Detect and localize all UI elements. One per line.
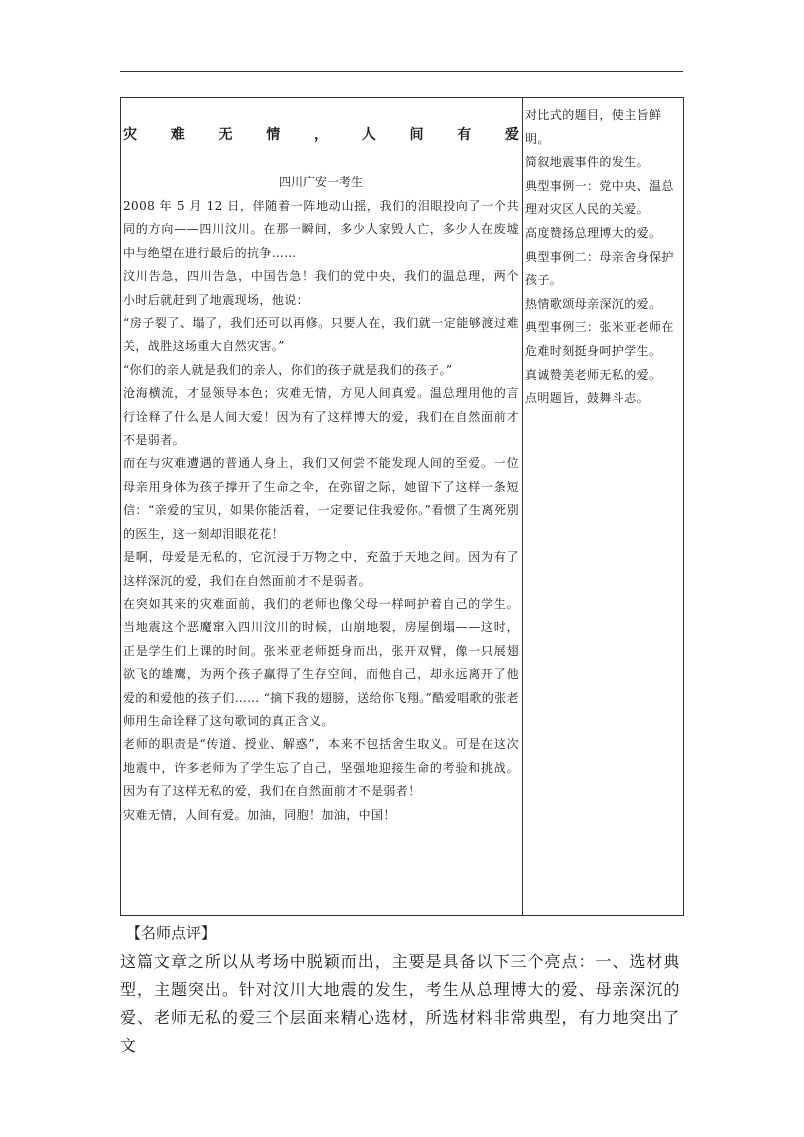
side-note: 点明题旨，鼓舞斗志。 <box>525 391 650 406</box>
side-note: 热情歌颂母亲深沉的爱。 <box>525 296 662 311</box>
title-char: 难 <box>170 127 185 143</box>
title-char: 情 <box>266 127 281 143</box>
side-note: 典型事例三：张米亚老师在危难时刻挺身呵护学生。 <box>525 320 674 358</box>
essay-paragraph: 沧海横流，才显领导本色；灾难无情，方见人间真爱。温总理用他的言行诠释了什么是人间大爱！因为有了这样博大的爱，我们在自然面前才不是弱者。 <box>123 386 519 448</box>
side-note: 典型事例一：党中央、温总理对灾区人民的关爱。 <box>525 178 674 217</box>
side-note: 真诚赞美老师无私的爱。 <box>525 367 662 382</box>
essay-paragraph: 汶川告急，四川告急，中国告急！我们的党中央，我们的温总理，两个小时后就赶到了地震现场，他说： <box>123 269 519 307</box>
title-char: ， <box>314 127 328 143</box>
column-divider <box>522 98 523 915</box>
essay-paragraph: 而在与灾难遭遇的普通人身上，我们又何尝不能发现人间的至爱。一位母亲用身体为孩子撑开了生命之伞，在弥留之际，她留下了这样一条短信：“亲爱的宝贝，如果你能活着，一定要记住我爱你。”看惯了生离死别的医生，这一刻却泪眼花花！ <box>123 456 519 541</box>
essay-paragraph: “房子裂了、塌了，我们还可以再修。只要人在，我们就一定能够渡过难关，战胜这场重大自然灾害。” <box>123 316 519 354</box>
side-note: 对比式的题目，使主旨鲜明。 <box>525 108 662 146</box>
essay-paragraph: “你们的亲人就是我们的亲人，你们的孩子就是我们的孩子。” <box>123 362 453 377</box>
title-char: 人 <box>361 127 376 143</box>
header-rule <box>120 71 683 72</box>
annotation-column <box>525 98 683 411</box>
review-header: 【名师点评】 <box>126 924 217 942</box>
essay-paragraph: 老师的职责是“传道、授业、解惑”，本来不包括舍生取义。可是在这次地震中，许多老师为了学生忘了自己，坚强地迎接生命的考验和挑战。因为有了这样无私的爱，我们在自然面前才不是弱者！ <box>123 737 519 799</box>
essay-column <box>123 98 519 827</box>
essay-paragraph: 2008 年 5 月 12 日，伴随着一阵地动山摇，我们的泪眼投向了一个共同的方向——四川汶川。在那一瞬间，多少人家毁人亡，多少人在废墟中与绝望在进行最后的抗争…… <box>123 199 519 260</box>
side-note: 高度赞扬总理博大的爱。 <box>525 225 662 240</box>
essay-paragraph: 灾难无情，人间有爱。加油，同胞！加油，中国！ <box>123 807 396 822</box>
review-body: 这篇文章之所以从考场中脱颖而出，主要是具备以下三个亮点：一、选材典型，主题突出。针对汶川大地震的发生，考生从总理博大的爱、母亲深沉的爱、老师无私的爱三个层面来精心选材，所选材料非常典型，有力地突出了文 <box>120 952 680 1055</box>
title-char: 爱 <box>505 127 519 143</box>
title-char: 有 <box>457 127 472 143</box>
essay-title <box>123 124 519 148</box>
essay-table <box>120 97 684 916</box>
title-char: 无 <box>218 127 233 143</box>
title-char: 间 <box>409 127 424 143</box>
side-note: 简叙地震事件的发生。 <box>525 155 650 170</box>
title-char: 灾 <box>123 127 137 143</box>
side-note: 典型事例二：母亲舍身保护孩子。 <box>525 249 674 288</box>
essay-author: 四川广安一考生 <box>278 175 363 189</box>
essay-paragraph: 在突如其来的灾难面前，我们的老师也像父母一样呵护着自己的学生。当地震这个恶魔窜入四川汶川的时候，山崩地裂，房屋倒塌——这时，正是学生们上课的时间。张米亚老师挺身而出，张开双臂，像一只展翅欲飞的雄鹰，为两个孩子赢得了生存空间，而他自己，却永远离开了他爱的和爱他的孩子们…… “摘下我的翅膀，送给你飞翔。”酷爱唱歌的张老师用生命诠释了这句歌词的真正含义。 <box>123 596 519 728</box>
essay-paragraph: 是啊，母爱是无私的，它沉浸于万物之中，充盈于天地之间。因为有了这样深沉的爱，我们在自然面前才不是弱者。 <box>123 550 519 588</box>
